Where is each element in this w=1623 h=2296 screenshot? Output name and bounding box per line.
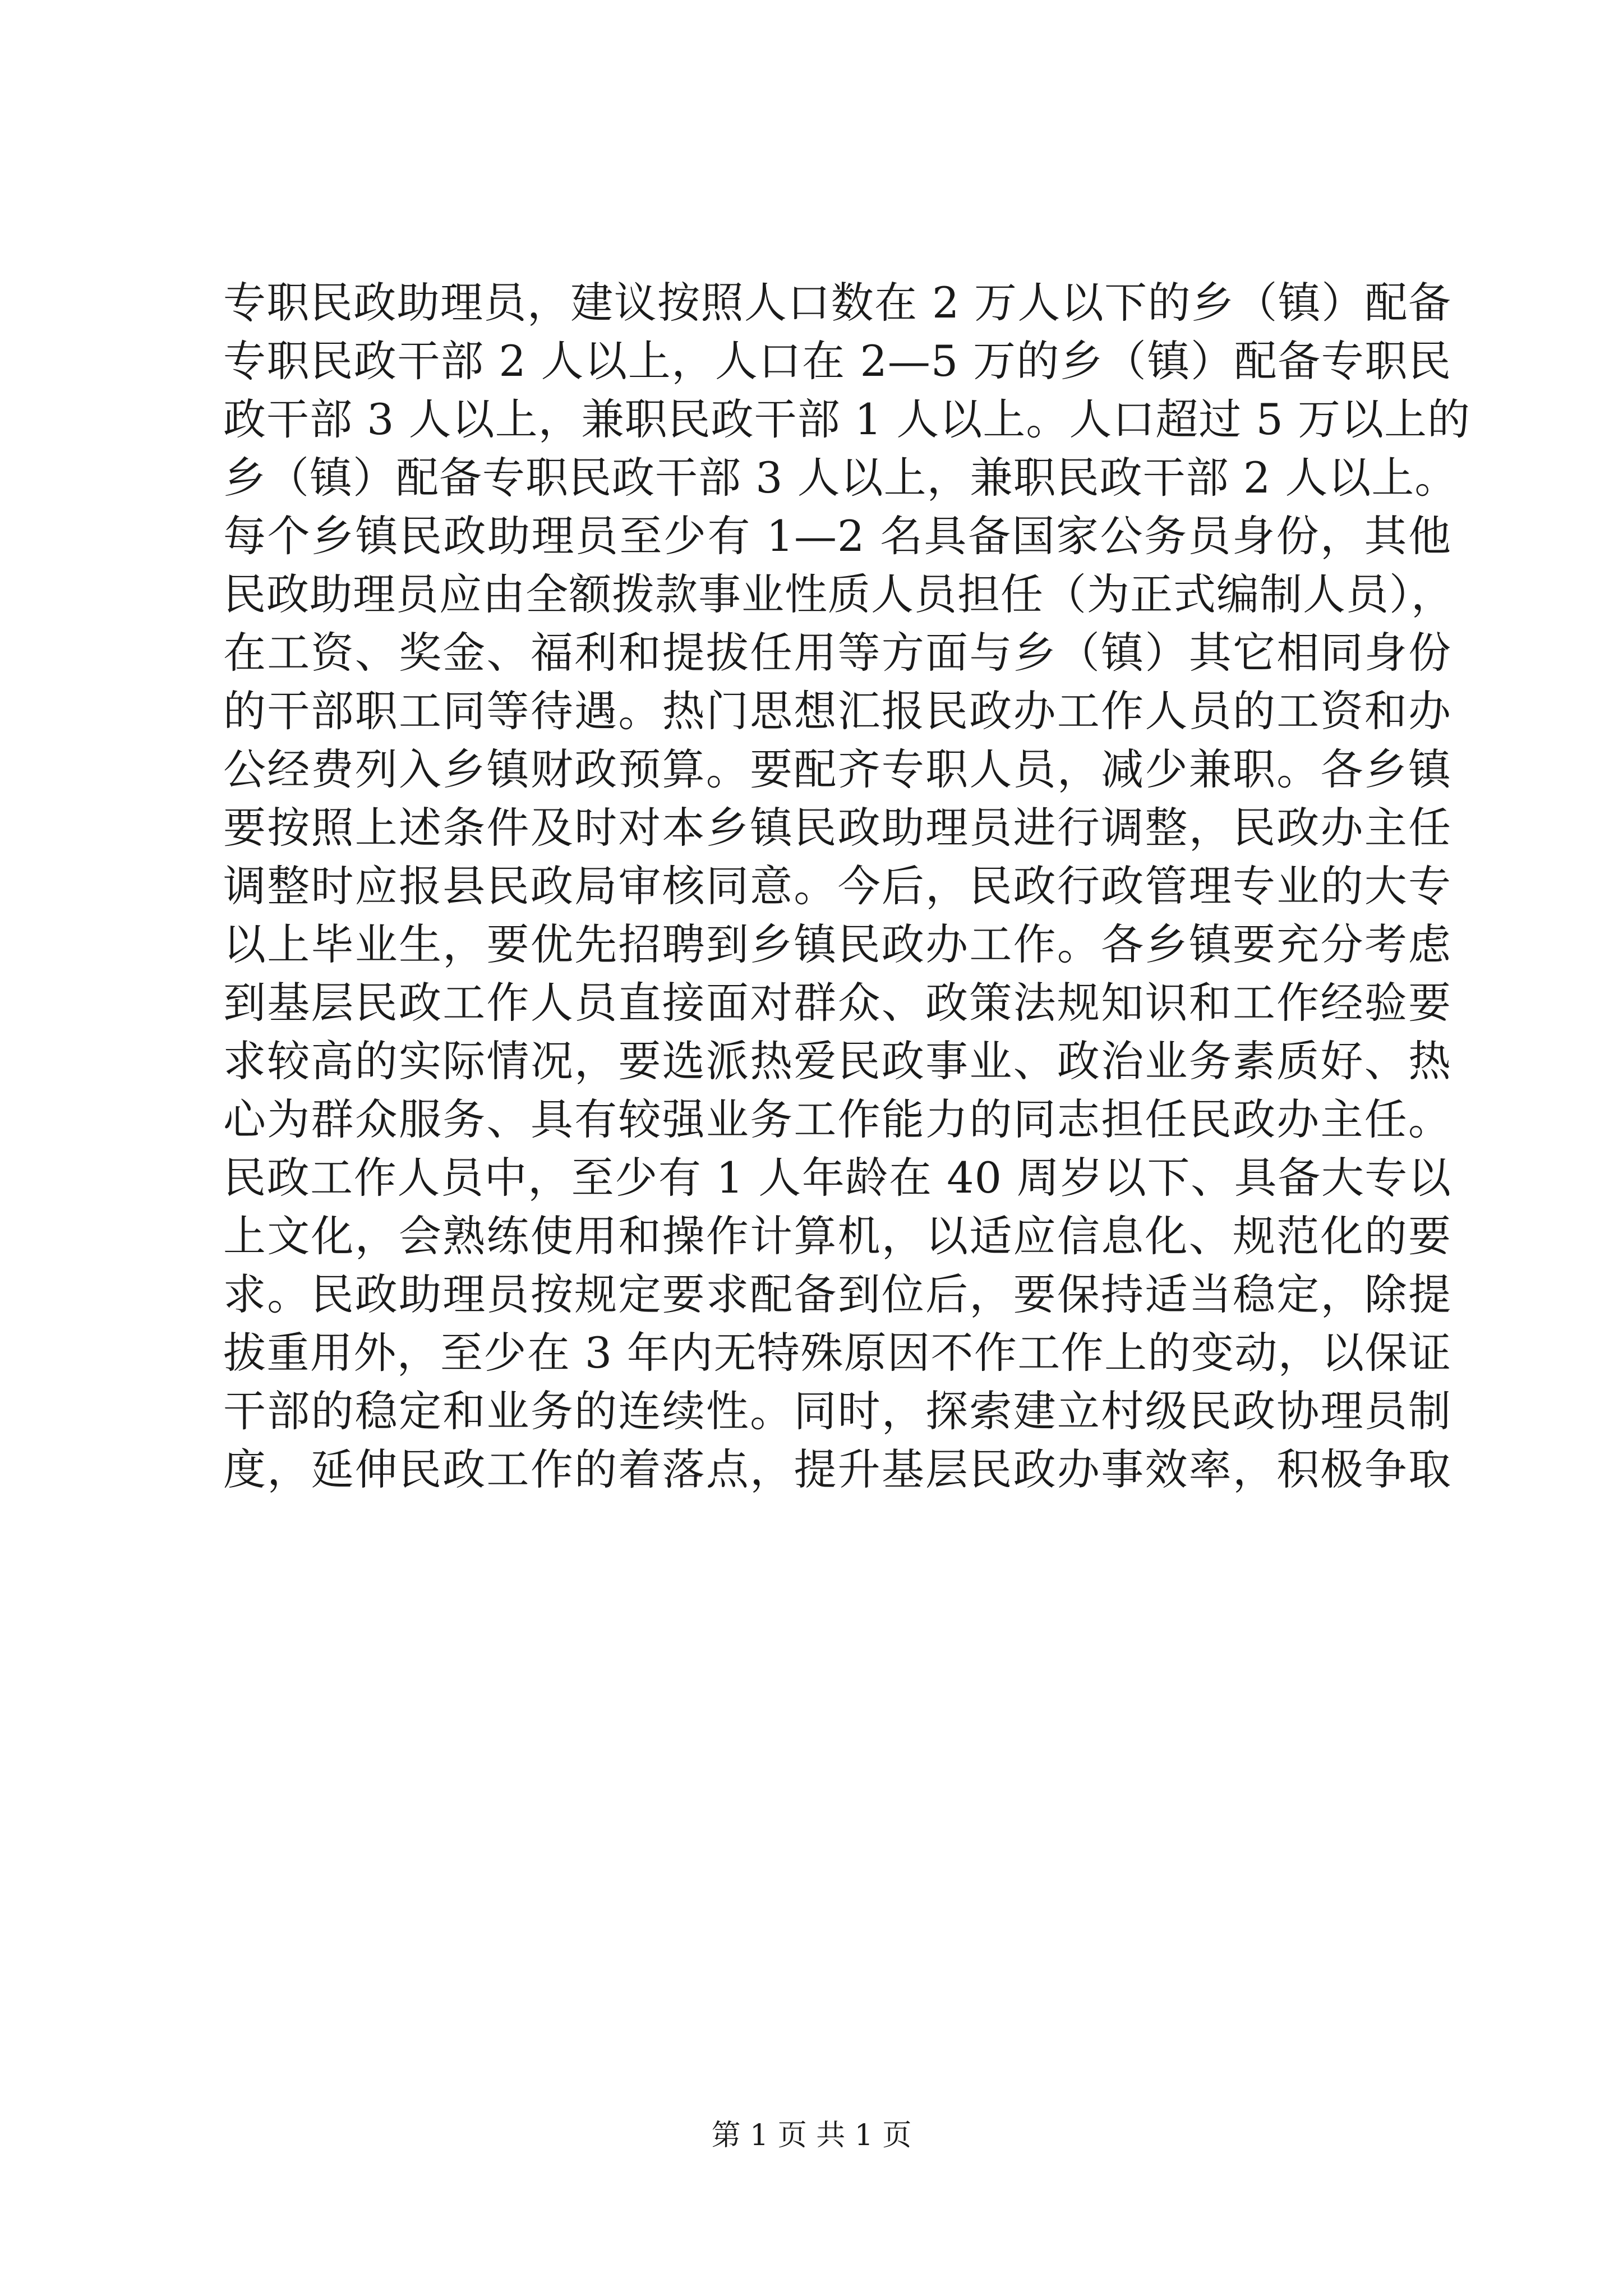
body-text [223, 274, 1471, 1499]
text-line: 拔重用外，至少在 3 年内无特殊原因不作工作上的变动，以保证 [223, 1328, 1451, 1378]
text-line: 以上毕业生，要优先招聘到乡镇民政办工作。各乡镇要充分考虑 [223, 919, 1451, 969]
text-line: 在工资、奖金、福利和提拔任用等方面与乡（镇）其它相同身份 [223, 628, 1451, 678]
text-line: 每个乡镇民政助理员至少有 1—2 名具备国家公务员身份，其他 [223, 511, 1451, 561]
text-line: 乡（镇）配备专职民政干部 3 人以上，兼职民政干部 2 人以上。 [223, 453, 1458, 503]
text-line: 民政助理员应由全额拨款事业性质人员担任（为正式编制人员）， [223, 569, 1454, 619]
text-line: 的干部职工同等待遇。热门思想汇报民政办工作人员的工资和办 [223, 686, 1451, 736]
text-line: 上文化，会熟练使用和操作计算机，以适应信息化、规范化的要 [223, 1211, 1451, 1261]
text-line: 到基层民政工作人员直接面对群众、政策法规知识和工作经验要 [223, 978, 1451, 1028]
text-line: 求较高的实际情况，要选派热爱民政事业、政治业务素质好、热 [223, 1036, 1451, 1086]
text-line: 专职民政干部 2 人以上，人口在 2—5 万的乡（镇）配备专职民 [223, 336, 1451, 386]
text-line: 求。民政助理员按规定要求配备到位后，要保持适当稳定，除提 [223, 1269, 1451, 1319]
text-line: 调整时应报县民政局审核同意。今后，民政行政管理专业的大专 [223, 861, 1451, 911]
page-number-footer: 第 1 页 共 1 页 [711, 2119, 912, 2152]
text-line: 民政工作人员中，至少有 1 人年龄在 40 周岁以下、具备大专以 [223, 1153, 1451, 1203]
text-line: 心为群众服务、具有较强业务工作能力的同志担任民政办主任。 [223, 1094, 1451, 1144]
text-line: 度，延伸民政工作的着落点，提升基层民政办事效率，积极争取 [223, 1444, 1451, 1494]
text-line: 干部的稳定和业务的连续性。同时，探索建立村级民政协理员制 [223, 1386, 1451, 1436]
text-line: 政干部 3 人以上，兼职民政干部 1 人以上。人口超过 5 万以上的 [223, 394, 1471, 444]
text-line: 要按照上述条件及时对本乡镇民政助理员进行调整，民政办主任 [223, 803, 1451, 853]
text-line: 专职民政助理员，建议按照人口数在 2 万人以下的乡（镇）配备 [223, 278, 1451, 328]
text-line: 公经费列入乡镇财政预算。要配齐专职人员，减少兼职。各乡镇 [223, 744, 1451, 794]
